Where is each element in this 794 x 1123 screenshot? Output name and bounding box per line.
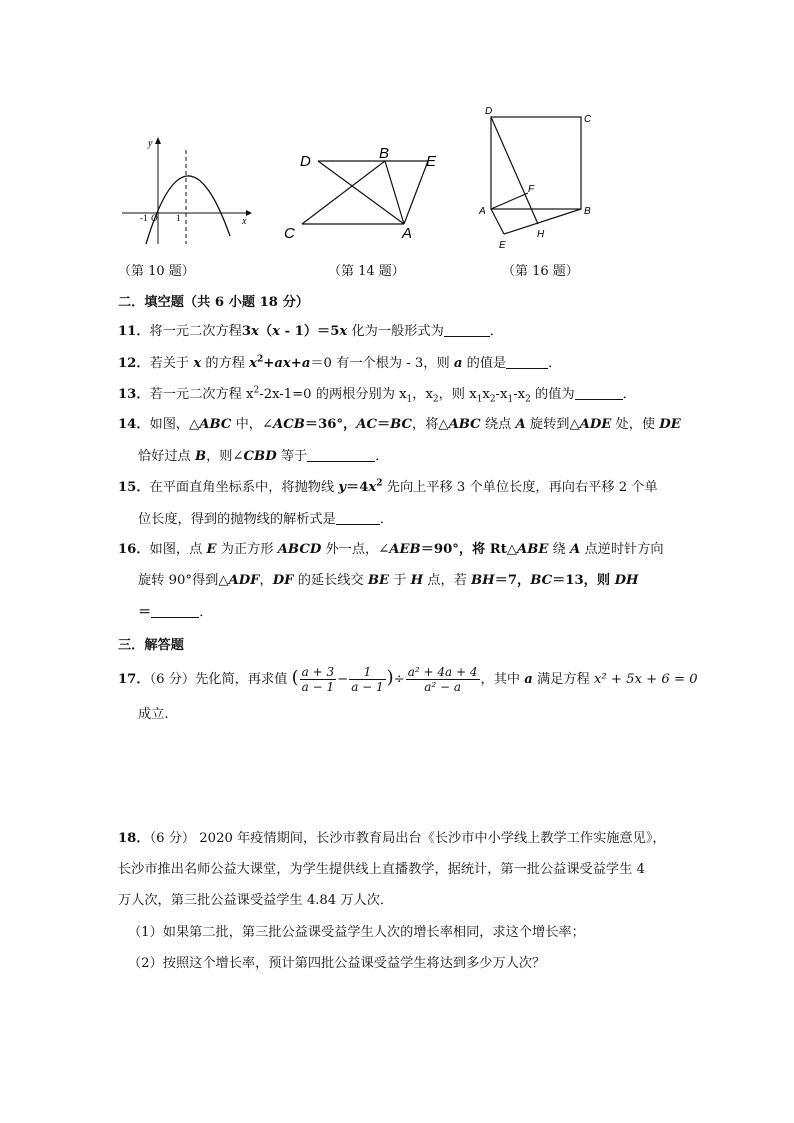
q14-answer-blank[interactable]: [307, 447, 375, 462]
figure-14-caption: （第 14 题）: [328, 264, 405, 279]
tick-neg1-label: -1: [140, 213, 148, 223]
q16-var: ABCD: [277, 542, 322, 557]
q14-text: ＝36°，: [304, 417, 357, 432]
q17-number: 17．: [118, 672, 150, 687]
q14-var: A: [515, 417, 526, 432]
q17-frac3-num: a² + 4a + 4: [407, 665, 478, 679]
q14-var: DE: [659, 417, 681, 432]
q17-text: （6 分）先化简，再求值: [149, 672, 292, 687]
q15-text: ．: [379, 512, 393, 527]
q16-text: ＝90°，将 Rt△: [420, 542, 517, 557]
tick-1-label: 1: [176, 213, 181, 223]
q13-text: -2x-1=0 的两根分别为 x: [259, 387, 407, 402]
q11-text: （: [258, 324, 273, 339]
q13-sub: 1: [476, 394, 483, 405]
q11-text: 将一元二次方程: [149, 324, 242, 339]
figure-16: [474, 100, 604, 258]
q13-text: 若一元二次方程 x: [149, 387, 254, 402]
point-b-label: B: [584, 206, 591, 217]
q17-frac1-den: a − 1: [301, 680, 335, 694]
question-16: [118, 541, 664, 559]
q14-var: ABC: [448, 417, 481, 432]
point-a-label: A: [479, 206, 486, 217]
question-17: [118, 664, 698, 694]
segment-ae: [491, 209, 504, 234]
q14-var: ABC: [199, 417, 232, 432]
section2-title: 二．填空题（共 6 小题 18 分）: [118, 295, 309, 310]
q14-text: 等于: [276, 449, 308, 464]
q14-text: 处，使: [611, 417, 660, 432]
q11-text: - 1）＝5: [279, 324, 340, 339]
point-h-label: H: [537, 229, 545, 240]
question-12: [118, 354, 561, 373]
q12-sup: 2: [257, 354, 264, 365]
q16-var: BC: [530, 573, 553, 588]
q11-text: 3: [241, 324, 252, 339]
q12-var: a: [301, 356, 311, 371]
q15-text: 在平面直角坐标系中，将抛物线: [149, 480, 339, 495]
q11-var: x: [339, 324, 348, 339]
q16-number: 16．: [118, 542, 150, 557]
q17-text: ，其中: [480, 672, 525, 687]
q16-var: AEB: [389, 542, 421, 557]
q11-number: 11．: [118, 324, 150, 339]
question-18-line3: 万人次，第三批公益课受益学生 4.84 万人次．: [118, 893, 394, 908]
q12-answer-blank[interactable]: [506, 354, 548, 369]
q18-number: 18．: [118, 831, 150, 846]
question-15-line2: [138, 510, 393, 529]
q17-fraction-1: [300, 665, 336, 694]
q16-var: DF: [272, 573, 294, 588]
q14-var: ADE: [579, 417, 612, 432]
point-a-label: A: [402, 225, 413, 242]
question-14: [118, 416, 681, 434]
q13-sub: 2: [525, 394, 531, 405]
question-18: [118, 830, 666, 848]
q17-equation: x² + 5x + 6 = 0: [593, 672, 698, 687]
q16-text: 外一点，∠: [321, 542, 390, 557]
q12-number: 12．: [118, 356, 150, 371]
segment-cb: [302, 161, 385, 224]
q16-text: ＝13，则: [552, 573, 615, 588]
q16-answer-blank[interactable]: [151, 603, 199, 618]
q16-text: 点逆时针方向: [580, 542, 664, 557]
q13-text: ，则 x: [438, 387, 477, 402]
q17-paren: (: [291, 667, 299, 688]
question-13: [118, 385, 636, 404]
q17-text: 满足方程: [532, 672, 594, 687]
q13-sub: 2: [489, 394, 496, 405]
q14-text: 如图，△: [149, 417, 200, 432]
q16-var: BH: [471, 573, 495, 588]
q16-var: ADF: [228, 573, 260, 588]
q16-var: BE: [367, 573, 390, 588]
square-abcd: [491, 117, 581, 209]
q13-number: 13．: [118, 387, 150, 402]
q16-text: 的延长线交: [293, 573, 368, 588]
q16-text: ＝7，: [494, 573, 531, 588]
q16-var: E: [206, 542, 217, 557]
section3-title: 三．解答题: [118, 638, 184, 653]
segment-dh: [491, 117, 538, 224]
q17-op: ÷: [393, 672, 405, 687]
q15-sup: 2: [376, 478, 383, 489]
q14-text: ，将△: [412, 417, 449, 432]
q14-var: B: [194, 449, 207, 464]
point-d-label: D: [300, 153, 311, 170]
q14-text: ．: [375, 449, 389, 464]
q13-sub: 1: [507, 394, 514, 405]
q12-var: x: [193, 356, 202, 371]
question-16-line2: [138, 572, 639, 590]
q12-text: +: [263, 356, 275, 371]
question-15: [118, 479, 658, 497]
question-18-part1: （1）如果第二批，第三批公益课受益学生人次的增长率相同，求这个增长率；: [128, 925, 585, 940]
question-18-part2: （2）按照这个增长率，预计第四批公益课受益学生将达到多少万人次？: [128, 956, 546, 971]
q14-text: 恰好过点: [138, 449, 195, 464]
q16-var: ABE: [517, 542, 549, 557]
question-17-line2: 成立.: [138, 707, 169, 722]
question-18-line2: 长沙市推出名师公益大课堂，为学生提供线上直播教学，据统计，第一批公益课受益学生 4: [118, 862, 645, 877]
q13-answer-blank[interactable]: [575, 385, 623, 400]
q17-var: a: [524, 672, 533, 687]
figure-10: [118, 132, 258, 252]
q15-text: 位长度，得到的抛物线的解析式是: [138, 512, 336, 527]
question-16-line3: [138, 603, 212, 622]
q16-text: 为正方形: [216, 542, 278, 557]
q14-var: AC: [356, 417, 377, 432]
q18-text: （6 分） 2020 年疫情期间，长沙市教育局出台《长沙市中小学线上教学工作实施意见》，: [149, 831, 666, 846]
q16-text: ．: [199, 605, 213, 620]
q16-text: ＝: [138, 605, 152, 620]
q12-text: +: [290, 356, 302, 371]
q12-var: a: [453, 356, 463, 371]
q16-var: A: [570, 542, 581, 557]
q11-answer-blank[interactable]: [444, 322, 490, 337]
q15-var: y: [338, 480, 347, 495]
q17-frac2-den: a − 1: [351, 680, 384, 694]
q13-text: x: [482, 387, 490, 402]
point-f-label: F: [528, 184, 535, 195]
question-11: [118, 322, 503, 341]
y-axis-arrow-icon: [155, 137, 161, 144]
point-c-label: C: [584, 114, 592, 125]
figure-14: [280, 142, 450, 242]
point-d-label: D: [485, 106, 493, 117]
q15-var: x: [368, 480, 377, 495]
q14-text: ＝: [376, 417, 391, 432]
x-axis-arrow-icon: [246, 210, 252, 216]
q16-text: ，: [259, 573, 273, 588]
question-14-line2: [138, 447, 388, 466]
q14-text: 旋转到△: [525, 417, 580, 432]
q15-answer-blank[interactable]: [336, 510, 380, 525]
point-e-label: E: [426, 153, 437, 170]
q12-var: x: [249, 356, 258, 371]
q13-sub: 2: [432, 394, 439, 405]
q16-text: 点，若: [423, 573, 472, 588]
q16-text: 绕: [548, 542, 571, 557]
q11-text: 化为一般形式为: [347, 324, 444, 339]
q12-text: 若关于: [149, 356, 194, 371]
q17-op: −: [337, 672, 349, 687]
q17-frac3-den: a² − a: [424, 680, 462, 694]
q15-number: 15．: [118, 480, 150, 495]
figure-16-caption: （第 16 题）: [502, 264, 579, 279]
q17-fraction-3: [406, 665, 480, 694]
q13-sub: 1: [406, 394, 413, 405]
segment-ba: [385, 161, 404, 224]
point-c-label: C: [284, 225, 295, 242]
q11-var: x: [272, 324, 280, 339]
q14-text: 绕点: [480, 417, 516, 432]
q12-text: 的方程: [201, 356, 250, 371]
q12-text: ．: [548, 356, 562, 371]
point-b-label: B: [379, 145, 390, 162]
q12-var: ax: [274, 356, 291, 371]
q13-text: ．: [622, 387, 636, 402]
q14-text: 中，∠: [231, 417, 274, 432]
q15-text: ＝4: [346, 480, 369, 495]
q14-text: ，则∠: [206, 449, 244, 464]
q16-text: 如图，点: [149, 542, 207, 557]
q11-text: ．: [489, 324, 503, 339]
q14-number: 14．: [118, 417, 150, 432]
q13-text: -x: [513, 387, 526, 402]
point-e-label: E: [499, 240, 506, 251]
segment-af: [491, 193, 528, 209]
q17-frac2-num: 1: [349, 665, 385, 680]
segment-da: [318, 161, 404, 224]
q13-sup: 2: [253, 385, 260, 396]
q17-fraction-2: [349, 665, 385, 694]
q14-var: CBD: [243, 449, 277, 464]
q14-var: ACB: [273, 417, 305, 432]
q13-text: ，x: [412, 387, 433, 402]
q16-var: DH: [614, 573, 639, 588]
axis-x-label: x: [242, 216, 247, 227]
q16-text: 于: [389, 573, 411, 588]
q13-text: -x: [495, 387, 508, 402]
q14-var: BC: [390, 417, 413, 432]
axis-y-label: y: [148, 138, 153, 149]
segment-ea: [404, 161, 428, 224]
q15-text: 先向上平移 3 个单位长度，再向右平移 2 个单: [382, 480, 658, 495]
figure-10-caption: （第 10 题）: [118, 264, 195, 279]
q11-var: x: [251, 324, 259, 339]
q16-text: 旋转 90°得到△: [138, 573, 229, 588]
q12-text: ＝0 有一个根为 - 3，则: [310, 356, 454, 371]
q13-text: 的值为: [530, 387, 575, 402]
q17-frac1-num: a + 3: [301, 665, 335, 679]
q12-text: 的值是: [462, 356, 507, 371]
q16-var: H: [410, 573, 424, 588]
parabola-curve: [146, 176, 230, 244]
origin-label: O: [151, 213, 158, 223]
q17-paren: ): [386, 667, 394, 688]
